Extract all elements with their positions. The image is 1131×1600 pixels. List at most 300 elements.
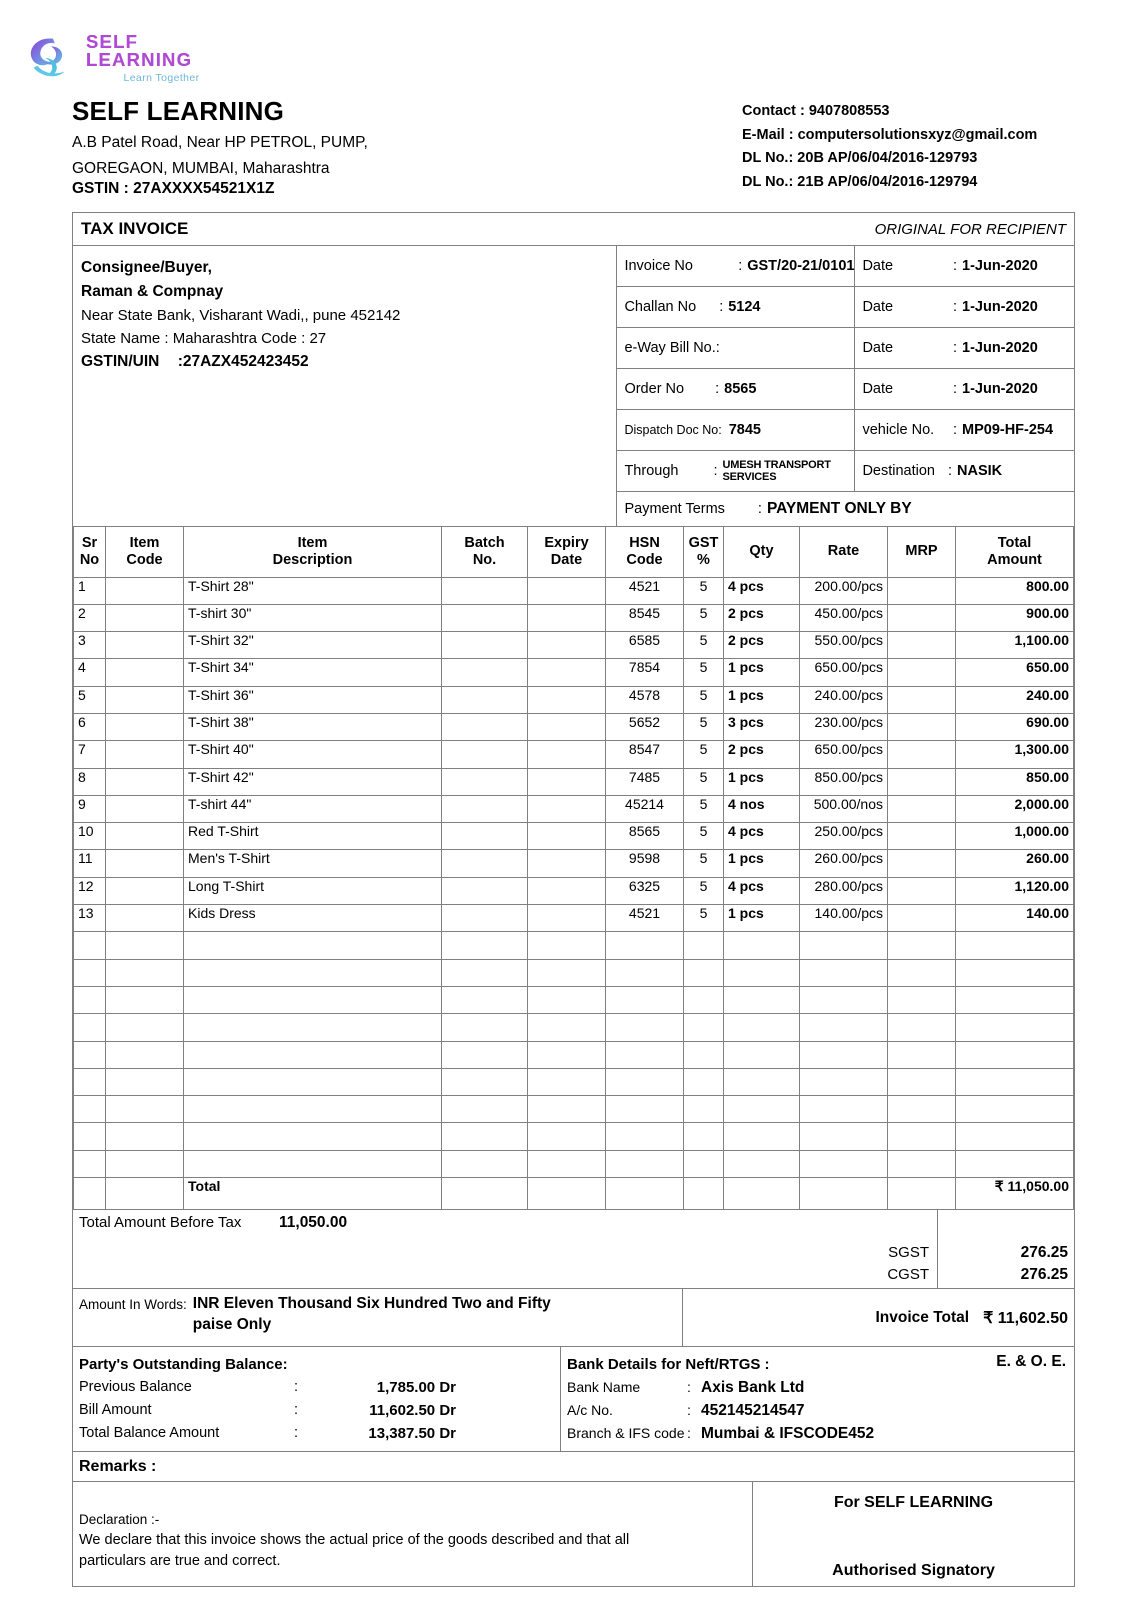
line-items-body (74, 577, 1074, 1178)
line-item-hsn-code: 4578 (606, 686, 684, 713)
empty-cell (184, 1041, 442, 1068)
total-row-hsn-cell (606, 1178, 684, 1210)
tax-summary-section (73, 1210, 1074, 1289)
empty-cell (800, 1123, 888, 1150)
empty-cell (528, 959, 606, 986)
cgst-value: 276.25 (1020, 1266, 1068, 1284)
remarks-label: Remarks : (79, 1457, 157, 1475)
table-row (74, 632, 1074, 659)
line-item-sr-no: 6 (74, 713, 106, 740)
invoice-copy-type: ORIGINAL FOR RECIPIENT (874, 220, 1066, 238)
empty-cell (724, 1014, 800, 1041)
bank-detail-row (567, 1376, 1074, 1399)
line-item-expiry-date (528, 604, 606, 631)
table-row (74, 905, 1074, 932)
line-item-sr-no: 10 (74, 823, 106, 850)
line-item-description: T-Shirt 34" (184, 659, 442, 686)
party-balance-row (79, 1422, 560, 1445)
empty-cell (442, 986, 528, 1013)
total-balance-label: Total Balance Amount (79, 1425, 220, 1442)
line-item-amount: 1,120.00 (956, 877, 1074, 904)
total-row-label: Total (184, 1178, 442, 1210)
empty-cell (956, 986, 1074, 1013)
table-row (74, 577, 1074, 604)
empty-cell (684, 1096, 724, 1123)
line-item-batch-no (442, 823, 528, 850)
total-before-tax-label: Total Amount Before Tax (79, 1214, 242, 1232)
table-row-empty (74, 932, 1074, 959)
line-item-mrp (888, 713, 956, 740)
company-gstin: GSTIN : 27AXXXX54521X1Z (72, 180, 275, 197)
empty-cell (888, 1014, 956, 1041)
challan-no-value: 5124 (728, 299, 761, 315)
empty-cell (74, 1096, 106, 1123)
line-item-amount: 1,100.00 (956, 632, 1074, 659)
table-row (74, 877, 1074, 904)
line-item-gst-percent: 5 (684, 850, 724, 877)
line-item-qty: 4 pcs (724, 577, 800, 604)
bank-name-value: Axis Bank Ltd (701, 1379, 805, 1397)
line-item-rate: 240.00/pcs (800, 686, 888, 713)
line-item-description: T-shirt 30" (184, 604, 442, 631)
invoice-total-value: ₹ 11,602.50 (983, 1309, 1068, 1327)
account-no-colon: : (687, 1402, 691, 1419)
empty-cell (106, 959, 184, 986)
line-item-gst-percent: 5 (684, 659, 724, 686)
amount-in-words-section (73, 1289, 1074, 1347)
empty-cell (800, 1014, 888, 1041)
empty-cell (528, 1041, 606, 1068)
empty-cell (724, 986, 800, 1013)
bank-detail-row (567, 1422, 1074, 1445)
line-item-mrp (888, 604, 956, 631)
line-item-qty: 4 pcs (724, 823, 800, 850)
declaration-text-line-1: We declare that this invoice shows the actual price of the goods described and that all (79, 1532, 630, 1549)
line-items-table (73, 527, 1074, 1210)
line-item-code (106, 713, 184, 740)
line-item-gst-percent: 5 (684, 713, 724, 740)
bank-name-colon: : (687, 1379, 691, 1396)
line-item-rate: 260.00/pcs (800, 850, 888, 877)
line-item-expiry-date (528, 632, 606, 659)
line-item-qty: 1 pcs (724, 686, 800, 713)
empty-cell (74, 1068, 106, 1095)
tax-summary-right (938, 1210, 1074, 1288)
detail-row-payment-terms (617, 492, 1074, 526)
empty-cell (74, 1123, 106, 1150)
eway-date-value: 1-Jun-2020 (962, 340, 1038, 356)
logo-mark-icon (22, 29, 80, 87)
line-item-batch-no (442, 659, 528, 686)
through-label: Through (624, 463, 679, 479)
declaration-block (73, 1482, 753, 1586)
company-logo (22, 28, 237, 88)
line-item-amount: 800.00 (956, 577, 1074, 604)
empty-cell (800, 1041, 888, 1068)
line-item-rate: 280.00/pcs (800, 877, 888, 904)
invoice-details-grid (617, 246, 1074, 526)
line-item-expiry-date (528, 823, 606, 850)
line-item-rate: 450.00/pcs (800, 604, 888, 631)
empty-cell (106, 932, 184, 959)
line-item-mrp (888, 768, 956, 795)
vehicle-no-label: vehicle No. (862, 422, 935, 438)
line-item-amount: 240.00 (956, 686, 1074, 713)
line-item-rate: 650.00/pcs (800, 741, 888, 768)
remarks-section (73, 1452, 1074, 1482)
buyer-gstin (81, 350, 616, 374)
line-item-qty: 1 pcs (724, 850, 800, 877)
line-item-hsn-code: 5652 (606, 713, 684, 740)
invoice-title-bar (73, 213, 1074, 246)
order-date-label: Date (862, 381, 894, 397)
line-item-rate: 650.00/pcs (800, 659, 888, 686)
branch-ifsc-value: Mumbai & IFSCODE452 (701, 1425, 875, 1443)
line-item-rate: 200.00/pcs (800, 577, 888, 604)
line-item-batch-no (442, 741, 528, 768)
empty-cell (888, 959, 956, 986)
empty-cell (956, 1150, 1074, 1177)
line-item-qty: 1 pcs (724, 768, 800, 795)
col-header-total-amount: Total Amount (956, 527, 1074, 577)
line-item-qty: 2 pcs (724, 741, 800, 768)
line-item-gst-percent: 5 (684, 795, 724, 822)
party-balance-title: Party's Outstanding Balance: (79, 1356, 288, 1374)
col-header-item-code: Item Code (106, 527, 184, 577)
line-item-mrp (888, 823, 956, 850)
empty-cell (888, 1150, 956, 1177)
company-header (72, 96, 692, 199)
errors-and-omissions-excepted: E. & O. E. (996, 1353, 1066, 1371)
invoice-date-colon: : (952, 258, 957, 274)
account-no-label: A/c No. (567, 1402, 613, 1419)
line-item-expiry-date (528, 905, 606, 932)
line-item-sr-no: 4 (74, 659, 106, 686)
table-row-empty (74, 1041, 1074, 1068)
line-item-expiry-date (528, 768, 606, 795)
order-no-colon: : (715, 381, 720, 397)
empty-cell (184, 1150, 442, 1177)
line-item-sr-no: 8 (74, 768, 106, 795)
line-item-hsn-code: 8565 (606, 823, 684, 850)
challan-date-value: 1-Jun-2020 (962, 299, 1038, 315)
line-item-rate: 230.00/pcs (800, 713, 888, 740)
total-row-qty-cell (724, 1178, 800, 1210)
table-row-empty (74, 1123, 1074, 1150)
empty-cell (528, 932, 606, 959)
challan-date-colon: : (952, 299, 957, 315)
empty-cell (606, 1096, 684, 1123)
empty-cell (184, 1123, 442, 1150)
bank-details-block (561, 1347, 1074, 1451)
empty-cell (106, 986, 184, 1013)
total-row-code-cell (106, 1178, 184, 1210)
logo-title: SELF LEARNING (86, 33, 237, 70)
detail-row-through (617, 451, 1074, 492)
line-item-description: T-Shirt 40" (184, 741, 442, 768)
buyer-gstin-label: GSTIN/UIN (81, 353, 160, 370)
line-item-code (106, 823, 184, 850)
line-item-hsn-code: 4521 (606, 577, 684, 604)
company-address-line-1: A.B Patel Road, Near HP PETROL, PUMP, (72, 134, 368, 151)
line-item-gst-percent: 5 (684, 604, 724, 631)
total-row-amount: ₹ 11,050.00 (956, 1178, 1074, 1210)
amount-in-words-line-1: INR Eleven Thousand Six Hundred Two and Fifty (192, 1295, 551, 1313)
line-item-code (106, 795, 184, 822)
dispatch-doc-value: 7845 (728, 422, 761, 438)
table-total-row (74, 1178, 1074, 1210)
order-no-label: Order No (624, 381, 685, 397)
payment-terms-colon: : (757, 501, 762, 517)
buyer-heading: Consignee/Buyer, (81, 259, 212, 276)
empty-cell (606, 986, 684, 1013)
cgst-label: CGST (887, 1266, 929, 1284)
empty-cell (74, 1014, 106, 1041)
total-row-batch-cell (442, 1178, 528, 1210)
line-item-gst-percent: 5 (684, 686, 724, 713)
invoice-date-value: 1-Jun-2020 (962, 258, 1038, 274)
line-item-description: Red T-Shirt (184, 823, 442, 850)
bill-amount-label: Bill Amount (79, 1402, 152, 1419)
line-item-hsn-code: 7485 (606, 768, 684, 795)
empty-cell (106, 1096, 184, 1123)
empty-cell (888, 1068, 956, 1095)
line-item-hsn-code: 4521 (606, 905, 684, 932)
col-header-qty: Qty (724, 527, 800, 577)
line-item-sr-no: 3 (74, 632, 106, 659)
line-item-batch-no (442, 905, 528, 932)
empty-cell (184, 986, 442, 1013)
previous-balance-label: Previous Balance (79, 1379, 192, 1396)
sgst-label: SGST (888, 1244, 929, 1262)
line-item-description: T-Shirt 32" (184, 632, 442, 659)
col-header-gst-percent: GST % (684, 527, 724, 577)
empty-cell (184, 959, 442, 986)
line-item-mrp (888, 795, 956, 822)
empty-cell (724, 1123, 800, 1150)
empty-cell (724, 959, 800, 986)
empty-cell (684, 1123, 724, 1150)
line-item-amount: 650.00 (956, 659, 1074, 686)
tax-summary-left (73, 1210, 938, 1288)
empty-cell (724, 1150, 800, 1177)
line-item-hsn-code: 8547 (606, 741, 684, 768)
line-item-hsn-code: 7854 (606, 659, 684, 686)
dispatch-doc-label: Dispatch Doc No: (624, 423, 722, 437)
line-item-gst-percent: 5 (684, 768, 724, 795)
empty-cell (442, 1068, 528, 1095)
account-no-value: 452145214547 (701, 1402, 805, 1420)
invoice-no-label: Invoice No (624, 258, 693, 274)
line-item-amount: 690.00 (956, 713, 1074, 740)
empty-cell (888, 1096, 956, 1123)
order-no-value: 8565 (724, 381, 757, 397)
amount-in-words-block (73, 1289, 683, 1346)
empty-cell (606, 932, 684, 959)
total-row-gst-cell (684, 1178, 724, 1210)
line-item-mrp (888, 632, 956, 659)
empty-cell (74, 1041, 106, 1068)
line-item-expiry-date (528, 713, 606, 740)
line-item-sr-no: 5 (74, 686, 106, 713)
line-item-qty: 1 pcs (724, 905, 800, 932)
detail-row-eway-bill (617, 328, 1074, 369)
line-item-batch-no (442, 632, 528, 659)
table-row (74, 713, 1074, 740)
table-row (74, 686, 1074, 713)
invoice-total-label: Invoice Total (875, 1308, 970, 1326)
company-address-line-2: GOREGAON, MUMBAI, Maharashtra (72, 160, 330, 177)
empty-cell (74, 1150, 106, 1177)
buyer-address: Near State Bank, Visharant Wadi,, pune 452142 (81, 307, 401, 324)
empty-cell (684, 1041, 724, 1068)
invoice-total-block (683, 1289, 1074, 1346)
line-item-amount: 1,300.00 (956, 741, 1074, 768)
empty-cell (106, 1150, 184, 1177)
line-item-code (106, 577, 184, 604)
empty-cell (956, 1014, 1074, 1041)
line-item-gst-percent: 5 (684, 823, 724, 850)
party-outstanding-balance-block (73, 1347, 561, 1451)
party-balance-row (79, 1399, 560, 1422)
empty-cell (528, 1068, 606, 1095)
line-item-amount: 260.00 (956, 850, 1074, 877)
empty-cell (956, 1096, 1074, 1123)
empty-cell (606, 1041, 684, 1068)
contact-phone: Contact : 9407808553 (742, 103, 890, 119)
col-header-rate: Rate (800, 527, 888, 577)
destination-label: Destination (862, 463, 935, 479)
line-item-mrp (888, 905, 956, 932)
previous-balance-value: 1,785.00 Dr (376, 1379, 456, 1397)
line-item-batch-no (442, 768, 528, 795)
empty-cell (606, 1068, 684, 1095)
empty-cell (684, 959, 724, 986)
empty-cell (106, 1014, 184, 1041)
total-row-sr-cell (74, 1178, 106, 1210)
line-item-code (106, 659, 184, 686)
line-item-description: Men's T-Shirt (184, 850, 442, 877)
table-row-empty (74, 1096, 1074, 1123)
bank-detail-row (567, 1399, 1074, 1422)
empty-cell (442, 1150, 528, 1177)
empty-cell (106, 1123, 184, 1150)
line-item-amount: 900.00 (956, 604, 1074, 631)
line-item-mrp (888, 741, 956, 768)
consignee-buyer-block (73, 246, 617, 526)
empty-cell (442, 1014, 528, 1041)
empty-cell (442, 959, 528, 986)
party-balance-row (79, 1376, 560, 1399)
total-row-expiry-cell (528, 1178, 606, 1210)
challan-no-label: Challan No (624, 299, 697, 315)
line-item-amount: 850.00 (956, 768, 1074, 795)
line-item-expiry-date (528, 795, 606, 822)
line-item-hsn-code: 6325 (606, 877, 684, 904)
destination-value: NASIK (957, 463, 1003, 479)
balance-and-bank-section (73, 1347, 1074, 1452)
line-item-sr-no: 7 (74, 741, 106, 768)
eway-bill-label: e-Way Bill No.: (624, 340, 720, 356)
table-row-empty (74, 986, 1074, 1013)
logo-subtitle: Learn Together (123, 71, 200, 84)
line-item-code (106, 604, 184, 631)
table-row (74, 741, 1074, 768)
sgst-value: 276.25 (1020, 1244, 1068, 1262)
empty-cell (442, 1096, 528, 1123)
signature-block (753, 1482, 1074, 1586)
order-date-value: 1-Jun-2020 (962, 381, 1038, 397)
line-item-gst-percent: 5 (684, 577, 724, 604)
table-row-empty (74, 1150, 1074, 1177)
empty-cell (684, 1150, 724, 1177)
line-item-expiry-date (528, 659, 606, 686)
company-name: SELF LEARNING (72, 96, 285, 126)
empty-cell (442, 1041, 528, 1068)
line-item-mrp (888, 686, 956, 713)
table-row (74, 659, 1074, 686)
table-row (74, 850, 1074, 877)
empty-cell (184, 932, 442, 959)
total-row-mrp-cell (888, 1178, 956, 1210)
declaration-heading: Declaration :- (79, 1512, 160, 1528)
table-row-empty (74, 1068, 1074, 1095)
empty-cell (442, 1123, 528, 1150)
total-row-rate-cell (800, 1178, 888, 1210)
bank-details-title: Bank Details for Neft/RTGS : (567, 1356, 770, 1374)
signature-for-company: For SELF LEARNING (833, 1494, 994, 1512)
line-item-sr-no: 11 (74, 850, 106, 877)
line-item-gst-percent: 5 (684, 905, 724, 932)
bill-amount-value: 11,602.50 Dr (369, 1402, 456, 1420)
line-item-description: Kids Dress (184, 905, 442, 932)
empty-cell (956, 932, 1074, 959)
empty-cell (184, 1096, 442, 1123)
empty-cell (684, 1068, 724, 1095)
eway-date-label: Date (862, 340, 894, 356)
line-item-amount: 1,000.00 (956, 823, 1074, 850)
line-item-qty: 4 pcs (724, 877, 800, 904)
bank-name-label: Bank Name (567, 1379, 641, 1396)
line-item-qty: 2 pcs (724, 632, 800, 659)
line-item-rate: 250.00/pcs (800, 823, 888, 850)
line-item-code (106, 877, 184, 904)
empty-cell (800, 1068, 888, 1095)
line-item-expiry-date (528, 877, 606, 904)
line-item-sr-no: 9 (74, 795, 106, 822)
invoice-no-value: GST/20-21/0101 (747, 258, 855, 274)
previous-balance-colon: : (294, 1379, 299, 1396)
line-item-expiry-date (528, 577, 606, 604)
line-item-mrp (888, 577, 956, 604)
line-item-amount: 140.00 (956, 905, 1074, 932)
detail-row-order-no (617, 369, 1074, 410)
empty-cell (888, 932, 956, 959)
line-item-batch-no (442, 713, 528, 740)
line-item-batch-no (442, 604, 528, 631)
line-item-qty: 1 pcs (724, 659, 800, 686)
table-row (74, 768, 1074, 795)
line-item-gst-percent: 5 (684, 877, 724, 904)
table-row (74, 795, 1074, 822)
amount-in-words-label: Amount In Words: (79, 1297, 187, 1313)
empty-cell (724, 1068, 800, 1095)
empty-cell (956, 1041, 1074, 1068)
empty-cell (528, 1096, 606, 1123)
col-header-mrp: MRP (888, 527, 956, 577)
vehicle-no-value: MP09-HF-254 (962, 422, 1054, 438)
destination-colon: : (948, 463, 953, 479)
